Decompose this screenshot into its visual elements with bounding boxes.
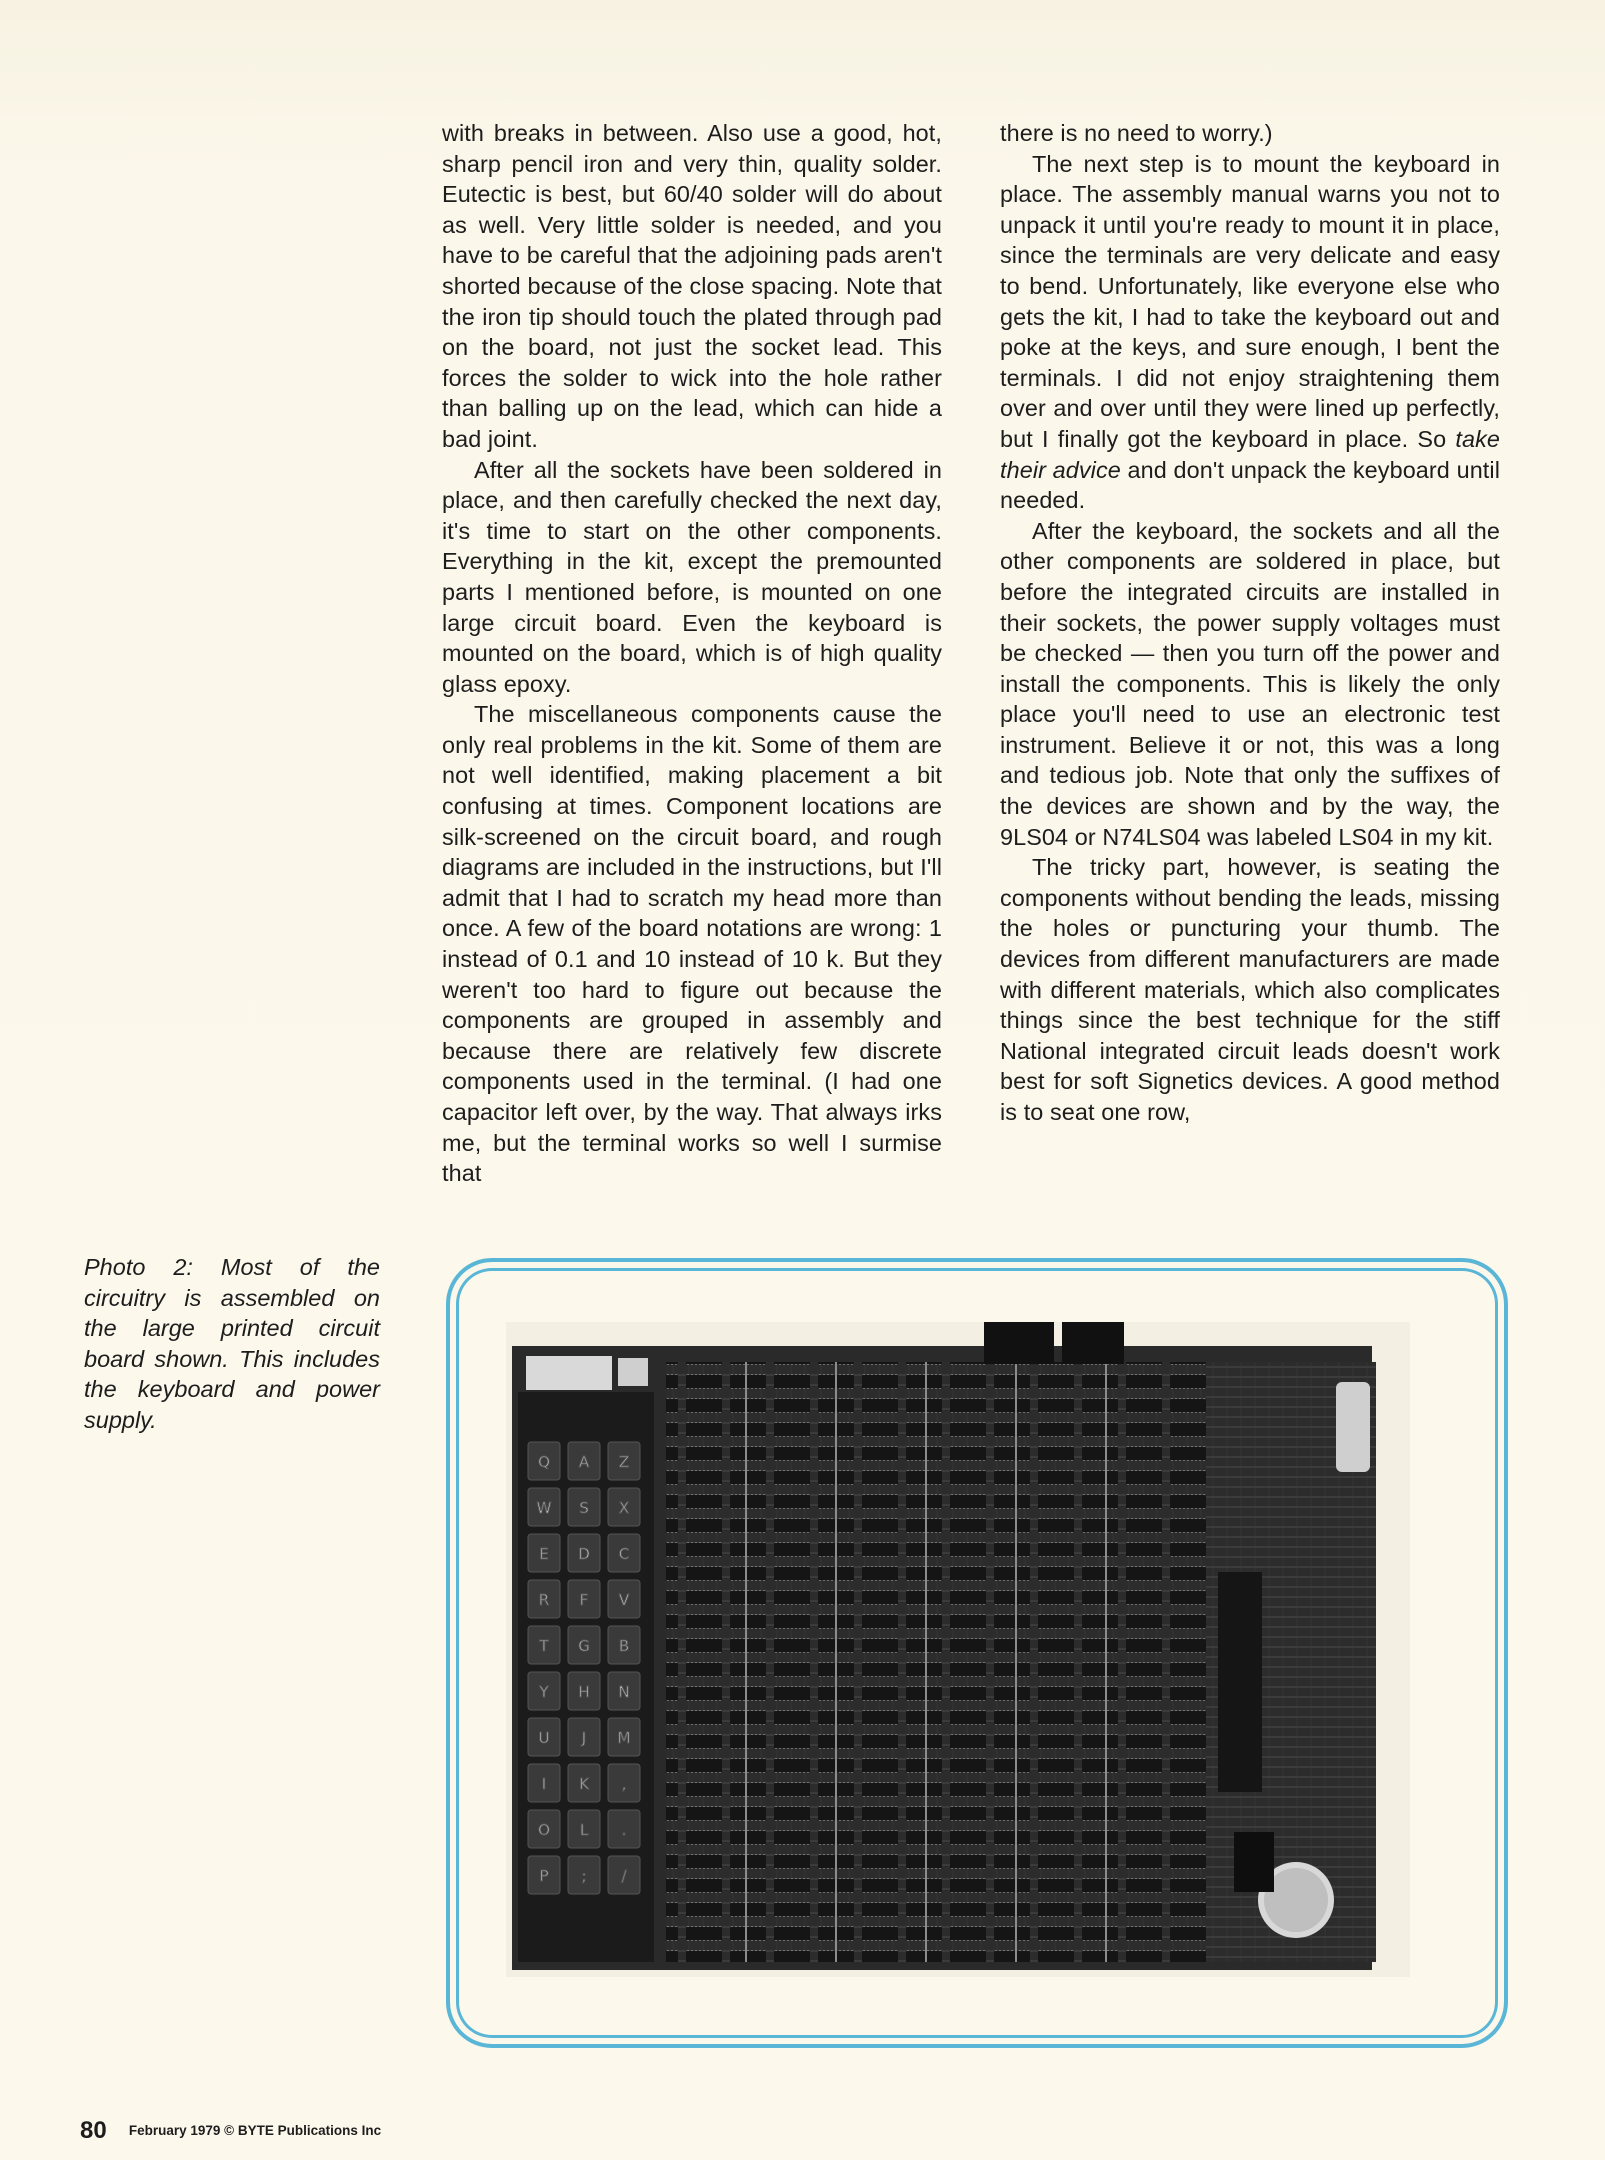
circuit-board-photo xyxy=(506,1322,1410,1977)
key-label: W xyxy=(536,1499,552,1517)
right-paragraph-2-end: and don't unpack the keyboard until needed. xyxy=(1000,456,1500,514)
display-module xyxy=(526,1356,612,1390)
key-label: A xyxy=(578,1453,590,1471)
key-label: Z xyxy=(618,1453,630,1471)
key-label: U xyxy=(538,1729,550,1747)
left-paragraph-1: with breaks in between. Also use a good, hot, sharp pencil iron and very thin, quality solder. Eutectic is best, but 60/40 solder will do about as well. Very little solder is needed, and you have to be careful that the adjoining pads aren't shorted because of the close spacing. Note that the iron tip should touch the plated through pad on the board, not just the socket lead. This forces the solder to wick into the hole rather than balling up on the lead, which can hide a bad joint. xyxy=(442,120,942,452)
key-label: R xyxy=(538,1591,550,1609)
key-label: J xyxy=(581,1729,587,1747)
key-label: G xyxy=(578,1637,590,1655)
key-label: B xyxy=(618,1637,630,1655)
right-paragraph-1: there is no need to worry.) xyxy=(1000,120,1273,146)
right-paragraph-2 xyxy=(1000,149,1500,516)
key-label: E xyxy=(539,1545,549,1563)
emphasis-advice: take their advice xyxy=(1000,425,1500,483)
photo-caption: Photo 2: Most of the circuitry is assembled on the large printed circuit board shown. This includes the keyboard and power supply. xyxy=(84,1254,380,1433)
right-paragraph-3: After the keyboard, the sockets and all the other components are soldered in place, but before the integrated circuits are installed in their sockets, the power supply voltages must be checked — then you turn off the power and install the components. This is likely the only place you'll need to use an electronic test instrument. Believe it or not, this was a long and tedious job. Note that only the suffixes of the devices are shown and by the way, the 9LS04 or N74LS04 was labeled LS04 in my kit. xyxy=(1000,517,1500,850)
key-label: H xyxy=(578,1683,590,1701)
key-label: Y xyxy=(539,1683,549,1701)
voltage-regulator-heatsink xyxy=(984,1322,1054,1364)
left-paragraph-2: After all the sockets have been soldered in place, and then carefully checked the next day, it's time to start on the other components. Everything in the kit, except the premounted parts I mentioned before, is mounted on one large circuit board. Even the keyboard is mounted on the board, which is of high quality glass epoxy. xyxy=(442,456,942,697)
key-label: D xyxy=(578,1545,590,1563)
left-paragraph-3: The miscellaneous components cause the only real problems in the kit. Some of them are not well identified, making placement a bit confusing at times. Component locations are silk-screened on the circuit board, and rough diagrams are included in the instructions, but I'll admit that I had to scratch my head more than once. A few of the board notations are wrong: 1 instead of 0.1 and 10 instead of 10 k. But they weren't too hard to figure out because the components are grouped in assembly and because there are relatively few discrete components used in the terminal. (I had one capacitor left over, by the way. That always irks me, but the terminal works so well I surmise that xyxy=(442,701,942,1187)
page-number: 80 xyxy=(80,2117,107,2144)
edge-connector xyxy=(1218,1572,1262,1792)
right-text-column xyxy=(1000,118,1500,1128)
key-label: P xyxy=(539,1867,549,1885)
key-label: Q xyxy=(538,1453,550,1471)
key-label: . xyxy=(621,1821,627,1839)
key-label: X xyxy=(618,1499,630,1517)
key-label: M xyxy=(617,1729,631,1747)
key-label: T xyxy=(539,1637,549,1655)
right-paragraph-2-start: The next step is to mount the keyboard in place. The assembly manual warns you not to unpack it until you're ready to mount it in place, since the terminals are very delicate and easy to bend. Unfortunately, like everyone else who gets the kit, I had to take the keyboard out and poke at the keys, and sure enough, I bent the terminals. I did not enjoy straightening them over and over until they were lined up perfectly, but I finally got the keyboard in place. So xyxy=(1000,150,1500,452)
key-label: ; xyxy=(581,1867,587,1885)
left-text-column xyxy=(442,118,942,1189)
key-label: S xyxy=(579,1499,589,1517)
key-label: L xyxy=(579,1821,589,1839)
key-label: V xyxy=(618,1591,630,1609)
publication-credit: February 1979 © BYTE Publications Inc xyxy=(128,2123,382,2138)
key-label: O xyxy=(538,1821,550,1839)
key-label: C xyxy=(618,1545,630,1563)
page-footer xyxy=(80,2117,381,2145)
key-label: / xyxy=(621,1867,627,1885)
key-label: I xyxy=(541,1775,547,1793)
key-label: N xyxy=(618,1683,630,1701)
electrolytic-capacitor xyxy=(1336,1382,1370,1472)
key-label: F xyxy=(579,1591,589,1609)
right-paragraph-4: The tricky part, however, is seating the components without bending the leads, missing the holes or puncturing your thumb. The devices from different manufacturers are made with different materials, which also complicates things since the best technique for the stiff National integrated circuit leads doesn't work best for soft Signetics devices. A good method is to seat one row, xyxy=(1000,854,1500,1125)
key-label: , xyxy=(621,1775,627,1793)
key-label: K xyxy=(579,1775,589,1793)
